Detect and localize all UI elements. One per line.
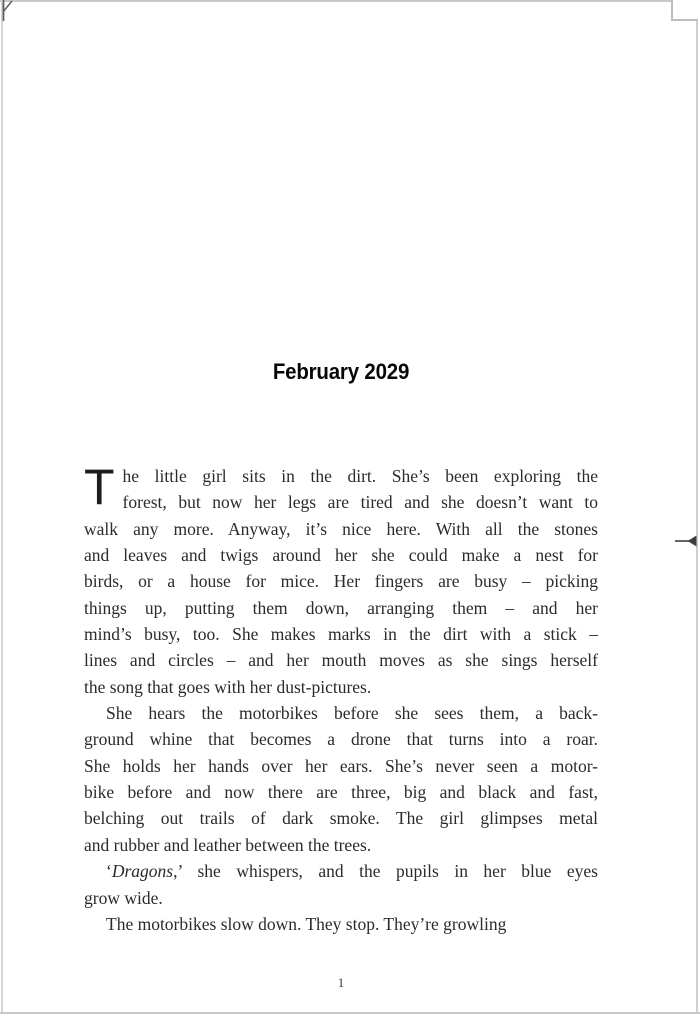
page-edge-left [1,0,3,1013]
text-line: She hears the motorbikes before she sees them, a back- [106,703,598,724]
text-line: She holds her hands over her ears. She’s never seen a motor- [84,755,598,776]
page-edge-top [0,0,673,2]
page-number: 1 [337,975,345,990]
text-line: belching out trails of dark smoke. The girl glimpses metal [84,808,598,829]
page-edge-notch-horizontal [671,19,698,21]
text-line: ground whine that becomes a drone that turns into a roar. [84,729,598,750]
text-line: bike before and now there are three, big and black and fast, [84,782,598,803]
paragraph [84,459,598,700]
text-line: birds, or a house for mice. Her fingers are busy – picking [84,571,598,592]
paragraph [84,700,598,858]
page-edge-notch-vertical [671,0,673,21]
text-line: lines and circles – and her mouth moves as she sings herself [84,650,598,671]
text-line: and rubber and leather between the trees. [84,834,372,855]
crop-mark-icon [0,0,16,29]
body-text [84,459,598,937]
text-line: mind’s busy, too. She makes marks in the dirt with a stick – [84,624,598,645]
text-line: he little girl sits in the dirt. She’s been exploring the [122,466,598,486]
drop-cap: T [84,459,115,515]
text-line: and leaves and twigs around her she could make a nest for [84,545,598,566]
text-line: grow wide. [84,887,163,908]
page-edge-right [696,19,698,1013]
paragraph [84,911,598,937]
text-line: The motorbikes slow down. They stop. They’re growling [106,913,507,934]
chapter-heading: February 2029 [272,359,410,384]
paragraph [84,858,598,911]
text-line: forest, but now her legs are tired and she doesn’t want to [122,492,598,513]
text-line: ‘Dragons,’ she whispers, and the pupils in her blue eyes [106,861,598,882]
text-line: things up, putting them down, arranging them – and her [84,597,598,618]
page-edge-bottom [0,1012,700,1014]
registration-arrow-icon [675,533,698,554]
text-line: walk any more. Anyway, it’s nice here. With all the stones [84,518,598,539]
text-line: the song that goes with her dust-pictures. [84,676,372,697]
